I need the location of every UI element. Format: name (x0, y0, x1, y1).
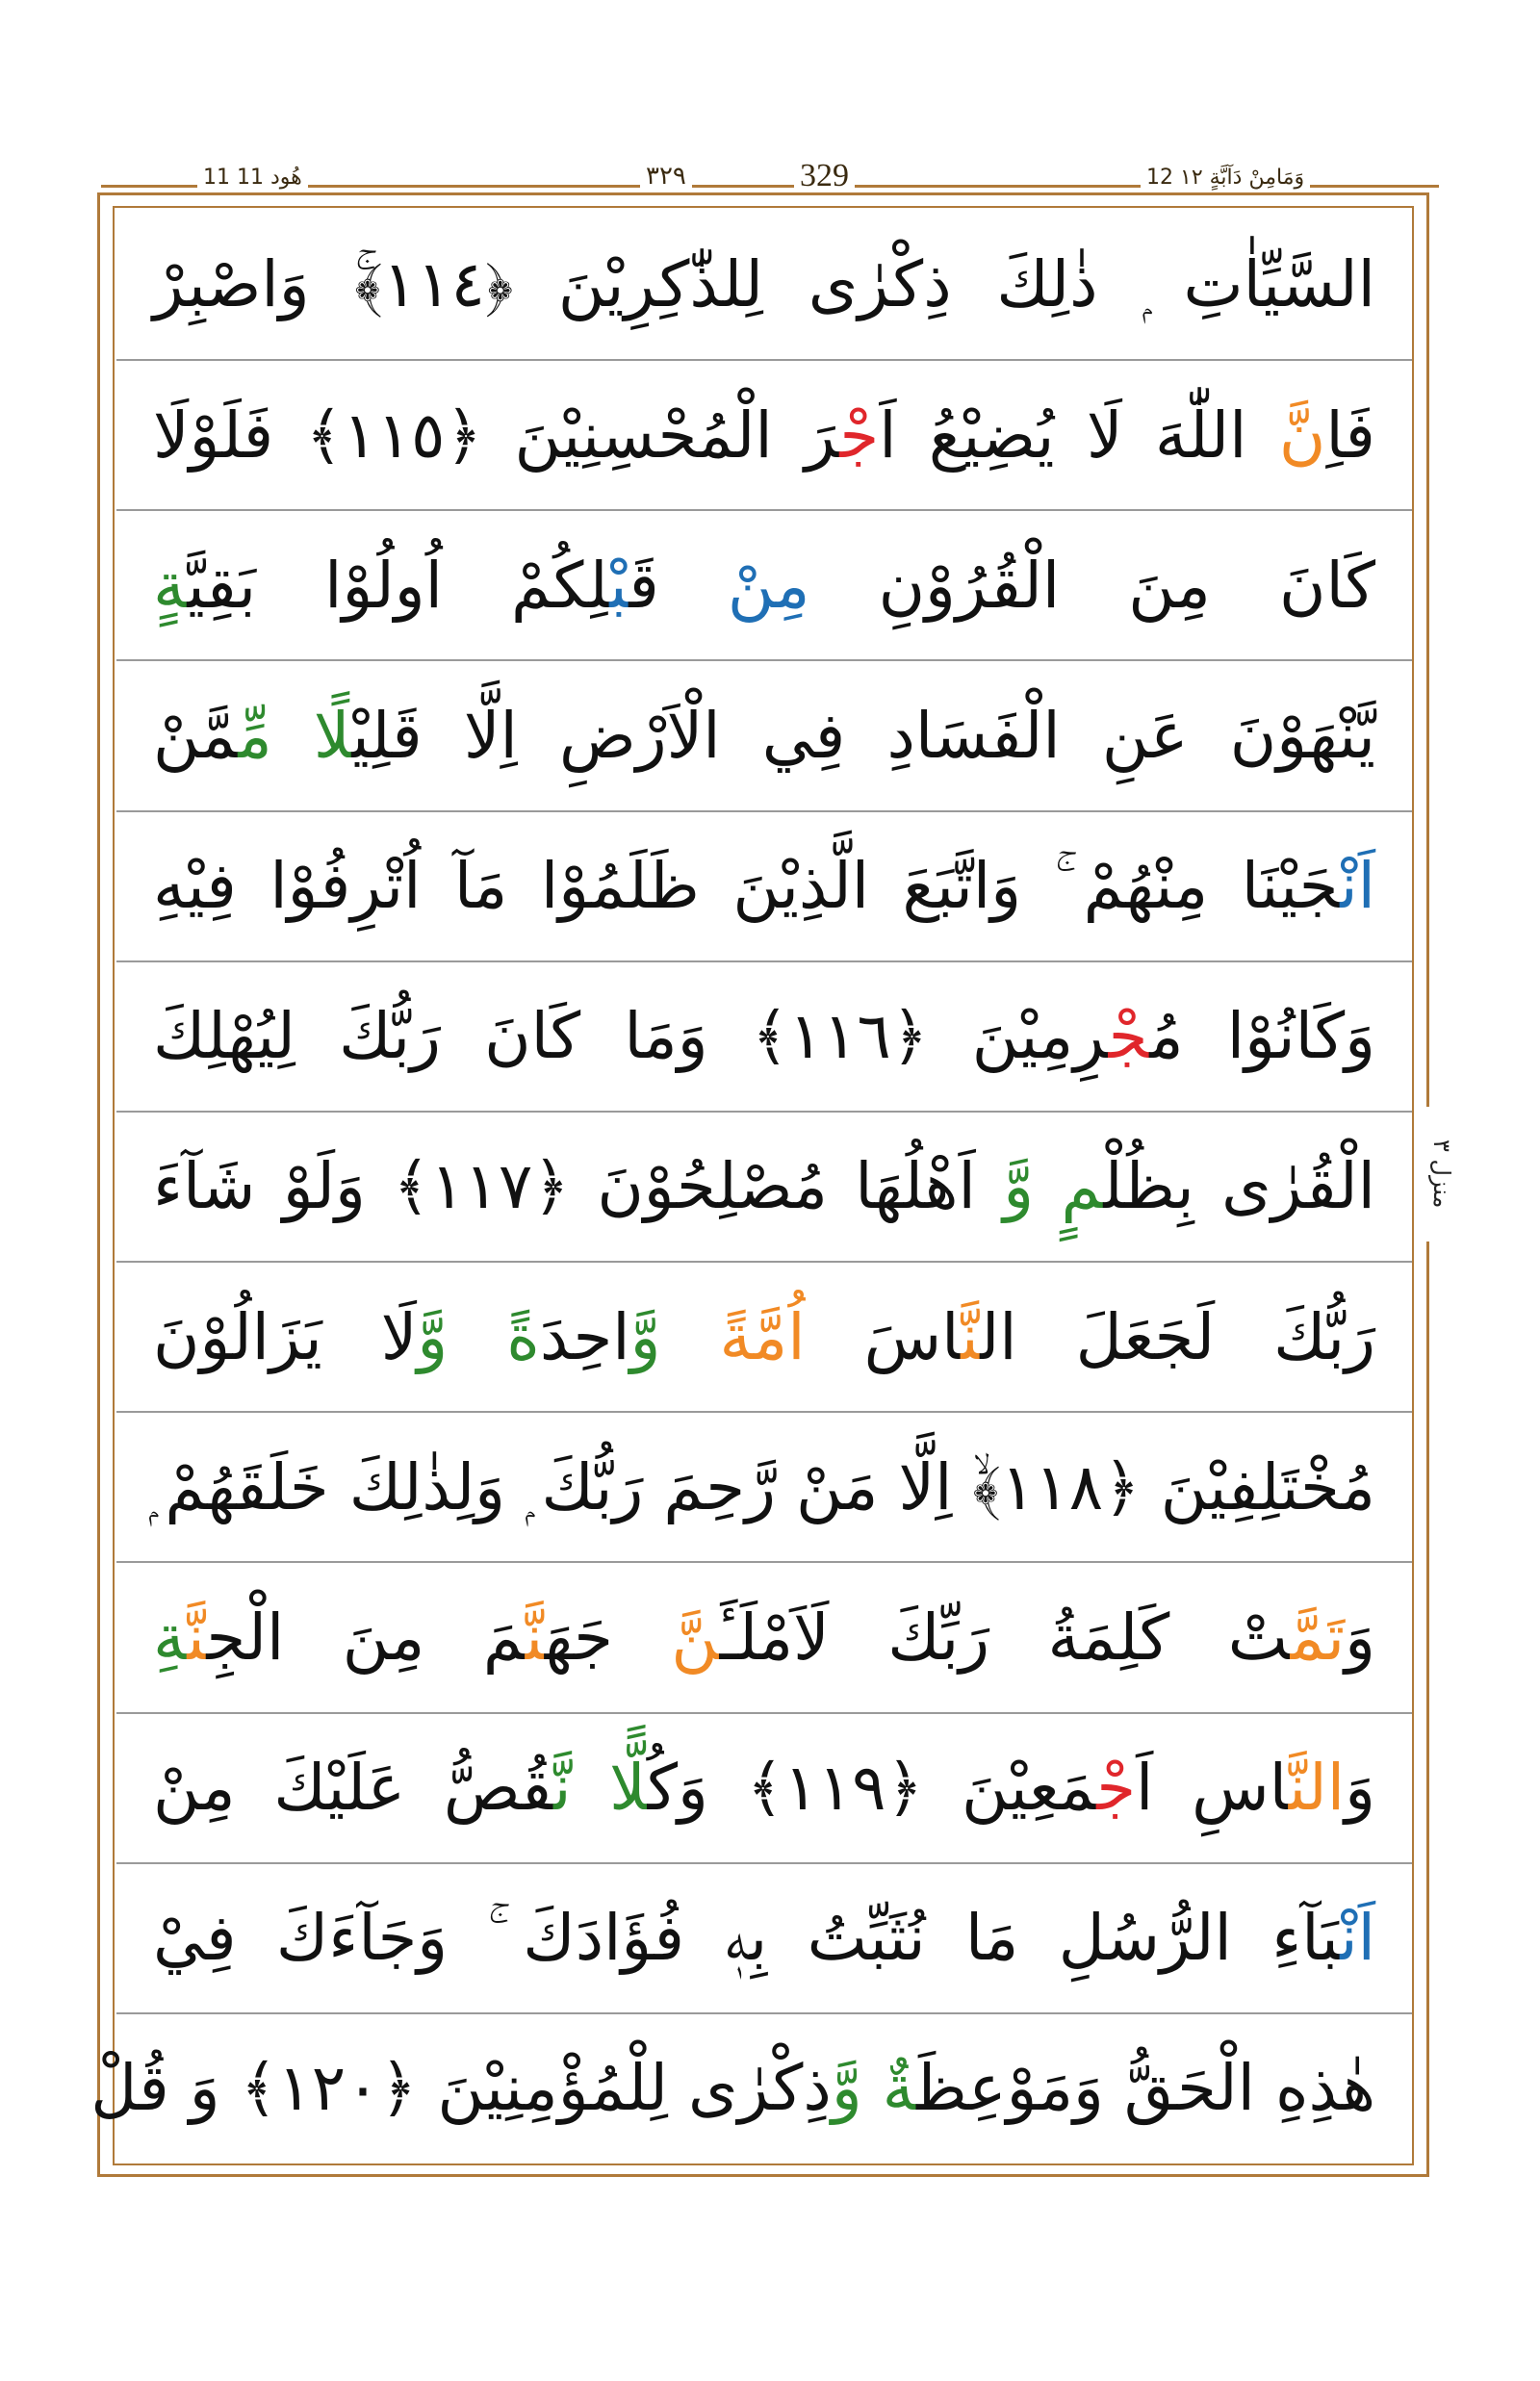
verse-segment (661, 1300, 720, 1374)
verse-segment: السَّيِّاٰتِ ۭ ذٰلِكَ ذِكْرٰى لِلذّٰكِرِيْنَ ﴿١١٤﴾ۚ وَاصْبِرْ (153, 247, 1375, 322)
verse-segment: ةٌ وَّ (831, 2051, 917, 2126)
verse-segment: ةِ (153, 1600, 188, 1675)
verse-segment: بْ (609, 548, 629, 623)
verse-segment: وَ (1345, 1600, 1375, 1675)
verse-line (116, 210, 1412, 360)
verse-line-text (153, 1148, 1375, 1224)
verse-line (116, 961, 1412, 1112)
verse-segment: اللّٰهَ لَا يُضِيْعُ اَ (879, 397, 1279, 473)
verse-line (116, 660, 1412, 810)
verse-segment: الْقُرٰى بِظُلْ (1103, 1149, 1376, 1224)
verse-line-text (153, 1900, 1375, 1976)
verse-line (116, 1262, 1412, 1412)
verse-segment: قُصُّ عَلَيْكَ مِنْ (153, 1751, 554, 1825)
verse-segment: رَبُّكَ لَجَعَلَ ال (980, 1299, 1376, 1374)
verse-segment: مِنْ (727, 548, 810, 623)
verse-segment: وَ (1345, 1751, 1375, 1825)
page-number: 329 (794, 158, 855, 194)
verse-segment: نَّ (671, 1600, 720, 1675)
verse-segment: وَّ (629, 1299, 661, 1374)
verse-segment: جْ (839, 397, 880, 473)
verse-segment: نَّ (1278, 397, 1326, 473)
verse-segment: نَّ (525, 1600, 545, 1675)
verse-line (116, 811, 1412, 961)
verse-line-text (153, 1600, 1375, 1676)
verse-line (116, 1112, 1412, 1262)
verse-segment: تَمَّ (1290, 1600, 1346, 1675)
verse-segment: مَّنْ (153, 698, 239, 773)
verse-line (116, 1863, 1412, 2013)
verse-segment: كَانَ مِنَ الْقُرُوْنِ (809, 548, 1376, 623)
verse-segment: هٰذِهِ الْحَقُّ وَمَوْعِظَ (916, 2051, 1375, 2126)
verse-line-text (153, 1299, 1375, 1375)
verse-segment: نَّ (961, 1299, 981, 1374)
verse-segment: جَهَ (544, 1600, 672, 1675)
verse-segment: مَ مِنَ الْجِ (206, 1600, 526, 1675)
verse-segment: جْ (1108, 999, 1150, 1074)
verse-segment: رِمِيْنَ ﴿١١٦﴾ وَمَا كَانَ رَبُّكَ لِيُهْلِكَ (153, 999, 1109, 1074)
verse-line-text (148, 1449, 1375, 1525)
verse-segment: اسِ اَ (1136, 1751, 1289, 1825)
verse-segment: جَيْنَا مِنْهُمْ ۚ وَاتَّبَعَ الَّذِيْنَ ظَلَمُوْا مَآ اُتْرِفُوْا فِيْهِ (153, 849, 1341, 924)
verse-segment: لَا يَزَالُوْنَ (153, 1299, 418, 1374)
verse-line-text (153, 397, 1375, 474)
verse-segment: بَآءِ الرُّسُلِ مَا نُثَبِّتُ بِهٖ فُؤَادَكَ ۚ وَجَآءَكَ فِيْ (153, 1901, 1341, 1976)
verse-segment: ذِكْرٰى لِلْمُؤْمِنِيْنَ ﴿١٢٠﴾ وَ قُلْ (90, 2051, 832, 2126)
verse-segment: اَنْ (1340, 1901, 1375, 1976)
verse-segment: لًّا نَّ (553, 1751, 648, 1825)
verse-segment: يَّنْهَوْنَ عَنِ الْفَسَادِ فِي الْاَرْضِ اِلَّا قَلِيْ (351, 698, 1375, 773)
verse-segment: قَ (629, 548, 728, 623)
verse-line-text (153, 698, 1375, 774)
manzil-label: منزل ۳ (1428, 1139, 1455, 1209)
verse-line (116, 360, 1412, 510)
verse-segment: لِكُمْ اُولُوْا بَقِيَّ (187, 548, 610, 623)
verse-segment: لًا مِّ (238, 698, 352, 773)
verse-line-text (153, 246, 1375, 322)
verse-segment: نَّ (187, 1600, 207, 1675)
verse-segment: رَ الْمُحْسِنِيْنَ ﴿١١٥﴾ فَلَوْلَا (153, 397, 840, 473)
verse-segment: ةً وَّ (417, 1299, 540, 1374)
surah-name-label: 11 هُود 11 (197, 166, 308, 190)
verse-segment: نَّ (1288, 1751, 1308, 1825)
verse-line (116, 1713, 1412, 1863)
verse-line (116, 1412, 1412, 1562)
verse-line-text (153, 998, 1375, 1074)
verse-segment: جْ (1096, 1751, 1136, 1825)
verse-segment: ةٍ (153, 548, 188, 623)
verse-line (116, 1562, 1412, 1712)
verse-lines (90, 210, 1412, 2163)
verse-line-text (153, 848, 1375, 924)
verse-segment: مُخْتَلِفِيْنَ ﴿١١٨﴾ۙ اِلَّا مَنْ رَّحِمَ رَبُّكَ ۭ وَلِذٰلِكَ خَلَقَهُمْ ۭ (148, 1449, 1375, 1524)
verse-line-text (153, 1750, 1375, 1826)
verse-segment: ال (1307, 1751, 1346, 1825)
page-number-urdu: ۳۲۹ (640, 162, 692, 191)
verse-segment: تْ كَلِمَةُ رَبِّكَ لَاَمْلَـَٔ (719, 1600, 1291, 1675)
verse-line (90, 2013, 1412, 2163)
verse-segment: احِدَ (539, 1299, 630, 1374)
juz-name-label: 12 وَمَامِنْ دَآبَّةٍ ١٢ (1141, 166, 1310, 190)
verse-line-text (153, 548, 1375, 624)
manzil-marker (1423, 1107, 1461, 1242)
verse-segment: فَاِ (1325, 397, 1375, 473)
verse-segment: اُمَّةً (719, 1299, 806, 1374)
verse-segment: اَنْ (1340, 849, 1375, 924)
verse-line-text (90, 2050, 1375, 2126)
verse-segment: مَعِيْنَ ﴿١١٩﴾ وَكُ (647, 1751, 1097, 1825)
verse-segment: مٍ وَّ (1003, 1149, 1104, 1224)
verse-segment: اَهْلُهَا مُصْلِحُوْنَ ﴿١١٧﴾ وَلَوْ شَآءَ (153, 1149, 1004, 1224)
verse-segment: اسَ (805, 1299, 962, 1374)
verse-segment: وَكَانُوْا مُ (1149, 999, 1375, 1074)
verse-line (116, 510, 1412, 660)
